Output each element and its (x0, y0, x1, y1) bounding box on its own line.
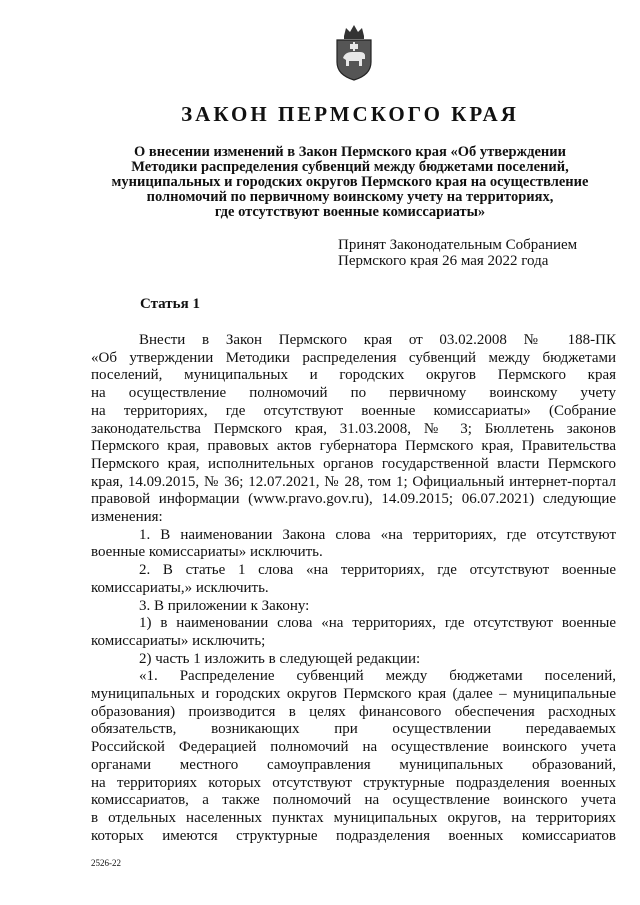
adoption-line: Принят Законодательным Собранием (338, 237, 578, 253)
body-line: 1) в наименовании слова «на территориях, где отсутствуют военные (139, 615, 616, 632)
body-line: 2. В статье 1 слова «на территориях, где отсутствуют военные (139, 562, 616, 579)
body-line: правовой информации (www.pravo.gov.ru), 14.09.2015; 06.07.2021) следующие (91, 491, 616, 508)
body-line: Российской Федерацией полномочий на осуществление воинского учета (91, 739, 616, 756)
body-line: поселений, муниципальных и городских округов Пермского края (91, 367, 616, 384)
body-line: образования) производится в целях финансового обеспечения расходных (91, 703, 616, 720)
subtitle-line: О внесении изменений в Закон Пермского края «Об утверждении (134, 144, 566, 160)
article-body (91, 332, 616, 845)
body-line: на осуществление полномочий по первичному воинскому учету (91, 385, 616, 402)
body-line: на территориях которых отсутствуют структурные подразделения военных (91, 774, 616, 791)
body-line: 2) часть 1 изложить в следующей редакции: (139, 650, 421, 667)
adoption-line: Пермского края 26 мая 2022 года (338, 253, 549, 269)
body-line: Внести в Закон Пермского края от 03.02.2008 № 188-ПК (139, 332, 616, 348)
subtitle-line: где отсутствуют военные комиссариаты» (214, 204, 486, 220)
body-line: Пермского края, правовых актов губернатора Пермского края, Правительства (91, 438, 616, 455)
body-line: края, 14.09.2015, № 36; 12.07.2021, № 28, том 1; Официальный интернет-портал (91, 473, 616, 490)
body-line: «1. Распределение субвенций между бюджетами поселений, (139, 668, 616, 685)
body-line: на территориях, где отсутствуют военные комиссариаты» (Собрание (91, 402, 616, 419)
body-line: комиссариаты» исключить; (91, 632, 266, 649)
body-line: законодательства Пермского края, 31.03.2008, № 3; Бюллетень законов (91, 420, 616, 437)
body-line: военные комиссариаты» исключить. (91, 544, 323, 561)
body-line: которых имеются структурные подразделения военных комиссариатов (91, 827, 616, 844)
document-code: 2526-22 (91, 858, 121, 868)
body-line: Пермского края, исполнительных органов государственной власти Пермского (91, 455, 616, 472)
article-heading: Статья 1 (140, 296, 200, 312)
body-line: «Об утверждении Методики распределения субвенций между бюджетами (91, 349, 616, 366)
coat-of-arms-icon (332, 22, 376, 82)
body-line: 1. В наименовании Закона слова «на территориях, где отсутствуют (139, 526, 616, 543)
subtitle-line: муниципальных и городских округов Пермского края на осуществление (111, 174, 589, 190)
body-line: муниципальных и городских округов Пермского края (далее – муниципальные (91, 686, 616, 703)
body-line: 3. В приложении к Закону: (139, 597, 310, 614)
body-line: изменения: (91, 509, 163, 526)
subtitle-line: полномочий по первичному воинскому учету на территориях, (146, 189, 554, 205)
law-subtitle (80, 145, 620, 220)
adoption-note (338, 237, 628, 269)
body-line: комиссариаты,» исключить. (91, 579, 269, 596)
law-title: ЗАКОН ПЕРМСКОГО КРАЯ (181, 102, 519, 126)
subtitle-line: Методики распределения субвенций между бюджетами поселений, (131, 159, 569, 175)
body-line: органами местного самоуправления муниципальных образований, (91, 756, 616, 773)
body-line: в отдельных населенных пунктах муниципальных округов, на территориях (91, 809, 616, 826)
body-line: комиссариатов, а также полномочий на осуществление воинского учета (91, 792, 616, 809)
body-line: обязательств, возникающих при осуществлении передаваемых (91, 721, 616, 738)
